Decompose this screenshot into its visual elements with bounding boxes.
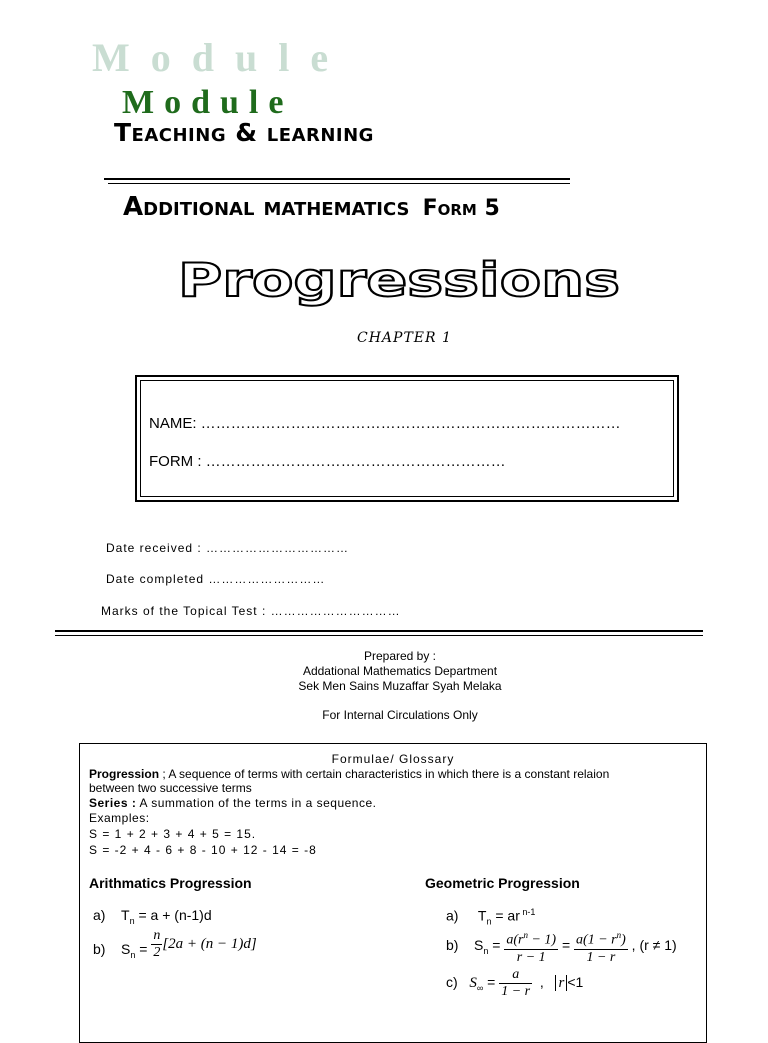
subtitle: Teaching & learning <box>114 118 374 147</box>
progression-term: Progression <box>89 767 160 781</box>
example-2: S = -2 + 4 - 6 + 8 - 10 + 12 - 14 = -8 <box>89 843 317 857</box>
prepared-label: Prepared by : <box>363 649 437 663</box>
geometric-formula-b: b) $S_n$ = $\frac{a(r^n - 1)}{r - 1}$ = $\frac{a(1 - r^n)}{1 - r}$ , (r ≠ 1) <box>446 927 677 966</box>
subject-heading <box>123 194 500 220</box>
progression-def-2: between two successive terms <box>89 781 252 795</box>
divider-middle <box>55 630 703 632</box>
module-watermark: Module <box>92 35 350 80</box>
arithmetic-formula-a: a) $T_n = a + (n-1)d$ <box>93 907 212 926</box>
glossary-title: Formulae/ Glossary <box>331 752 455 766</box>
prepared-dept: Addational Mathematics Department <box>302 664 498 678</box>
divider-top-inner <box>108 183 570 184</box>
form-field[interactable]: FORM : …………………………………………………… <box>149 453 506 470</box>
arithmetic-heading: Arithmatics Progression <box>89 875 252 891</box>
prepared-school: Sek Men Sains Muzaffar Syah Melaka <box>298 679 502 693</box>
progression-definition <box>89 767 609 782</box>
chapter-label: CHAPTER 1 <box>357 330 452 346</box>
geometric-formula-a: a) $T_n$ = ar $^{n-1}$ <box>446 907 536 927</box>
series-def: A summation of the terms in a sequence. <box>136 796 377 810</box>
circulation-note: For Internal Circulations Only <box>322 708 478 722</box>
example-1: S = 1 + 2 + 3 + 4 + 5 = 15. <box>89 827 257 841</box>
series-term: Series : <box>89 796 137 810</box>
student-info-box <box>135 375 679 502</box>
series-definition <box>89 796 376 811</box>
module-heading: Module <box>122 84 294 121</box>
page-title <box>176 250 626 310</box>
subject-form: Form 5 <box>422 196 500 221</box>
name-field[interactable]: NAME: ………………………………………………………………………… <box>149 415 621 432</box>
formula-glossary-box <box>79 743 707 1043</box>
divider-middle-inner <box>55 635 703 636</box>
subject-name: Additional mathematics <box>123 192 410 222</box>
divider-top <box>104 178 570 180</box>
examples-label: Examples: <box>89 811 150 825</box>
topical-test-marks: Marks of the Topical Test : ………………………… <box>101 604 401 618</box>
progression-def-1: ; A sequence of terms with certain characteristics in which there is a constant relaion <box>159 767 610 781</box>
geometric-heading: Geometric Progression <box>425 875 580 891</box>
page-title-text: Progressions <box>178 253 620 307</box>
date-completed: Date completed ……………………… <box>106 572 326 586</box>
geometric-formula-c: c) $S_\infty$ = $\frac{a}{1 - r}$ , r <1 <box>446 967 584 999</box>
arithmetic-formula-b: b) $S_n$ = $\frac{n}{2}$ [2a + (n − 1)d] <box>93 928 257 960</box>
date-received: Date received : …………………………… <box>106 541 350 555</box>
